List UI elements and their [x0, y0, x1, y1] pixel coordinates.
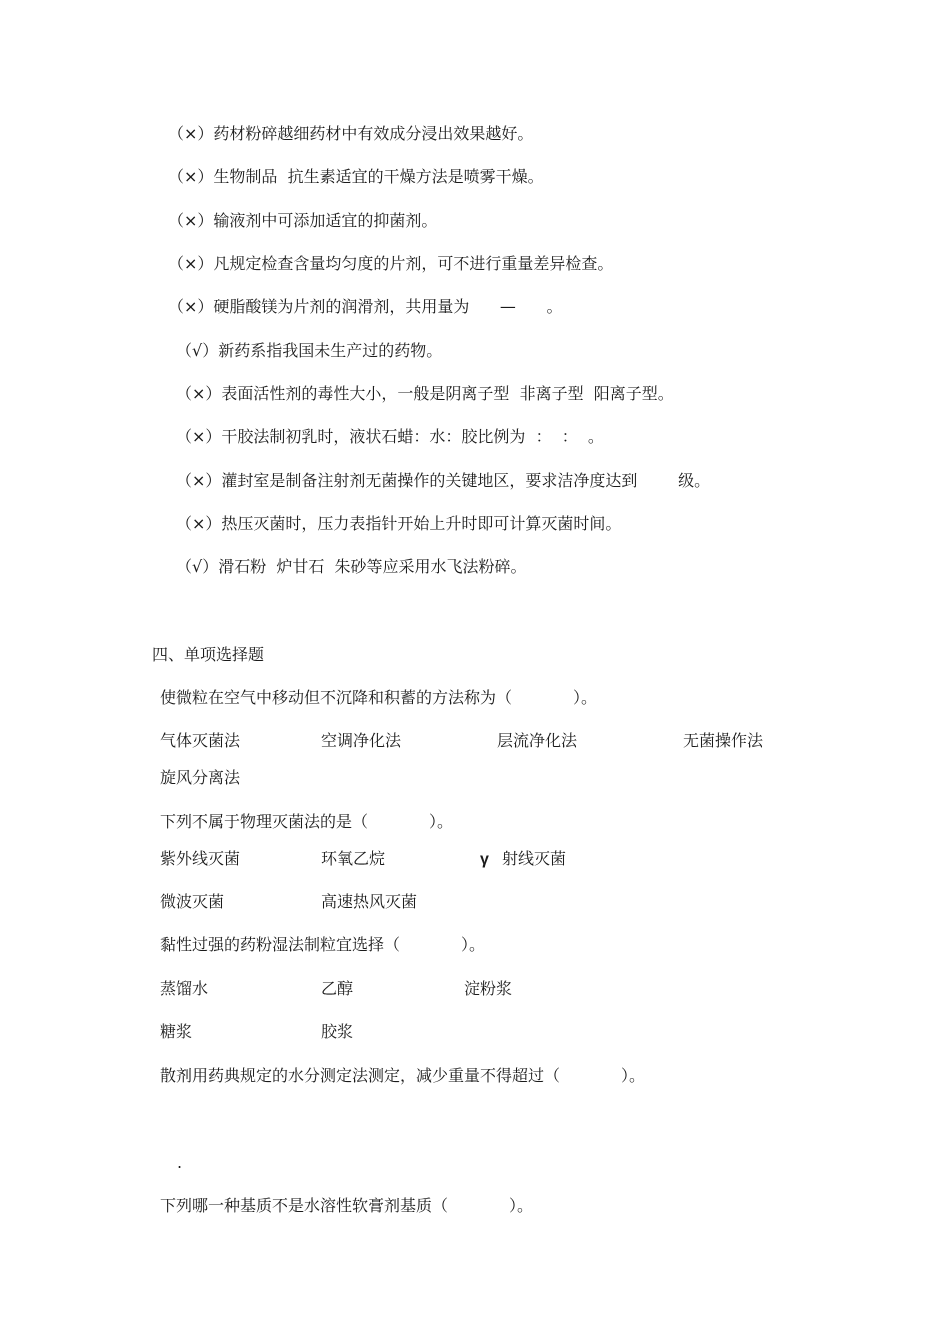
- question-stem: 散剂用药典规定的水分测定法测定，减少重量不得超过（ ）。: [160, 1066, 646, 1085]
- question-stem: 下列哪一种基质不是水溶性软膏剂基质（ ）。: [160, 1196, 534, 1215]
- section-heading: 四、单项选择题: [152, 645, 265, 664]
- option-d: 糖浆: [160, 1022, 193, 1041]
- option-e: 高速热风灭菌: [321, 892, 418, 911]
- judgment-item-4: （×）凡规定检查含量均匀度的片剂，可不进行重量差异检查。: [168, 254, 614, 273]
- option-a: 蒸馏水: [160, 979, 209, 998]
- gamma-symbol: γ: [480, 851, 489, 868]
- option-e: 旋风分离法: [160, 768, 241, 787]
- judgment-item-5: （×）硬脂酸镁为片剂的润滑剂，共用量为 — 。: [168, 297, 563, 316]
- stray-dot: .: [177, 1153, 183, 1172]
- question-stem: 使微粒在空气中移动但不沉降和积蓄的方法称为（ ）。: [160, 688, 598, 707]
- option-d: 无菌操作法: [683, 731, 764, 750]
- judgment-item-11: （√）滑石粉 炉甘石 朱砂等应采用水飞法粉碎。: [176, 557, 527, 576]
- option-e: 胶浆: [321, 1022, 354, 1041]
- option-c: 射线灭菌: [502, 849, 567, 868]
- judgment-item-8: （×）干胶法制初乳时，液状石蜡：水：胶比例为 ： ： 。: [176, 427, 604, 446]
- judgment-item-3: （×）输液剂中可添加适宜的抑菌剂。: [168, 211, 438, 230]
- judgment-item-2: （×）生物制品 抗生素适宜的干燥方法是喷雾干燥。: [168, 167, 544, 186]
- option-c: 淀粉浆: [464, 979, 513, 998]
- judgment-item-7: （×）表面活性剂的毒性大小，一般是阴离子型 非离子型 阳离子型。: [176, 384, 674, 403]
- option-b: 空调净化法: [321, 731, 402, 750]
- question-stem: 下列不属于物理灭菌法的是（ ）。: [160, 812, 454, 831]
- question-stem: 黏性过强的药粉湿法制粒宜选择（ ）。: [160, 935, 486, 954]
- option-a: 气体灭菌法: [160, 731, 241, 750]
- judgment-item-9: （×）灌封室是制备注射剂无菌操作的关键地区，要求洁净度达到 级。: [176, 471, 711, 490]
- option-b: 环氧乙烷: [321, 849, 386, 868]
- option-c: 层流净化法: [497, 731, 578, 750]
- option-b: 乙醇: [321, 979, 354, 998]
- option-d: 微波灭菌: [160, 892, 225, 911]
- judgment-item-10: （×）热压灭菌时，压力表指针开始上升时即可计算灭菌时间。: [176, 514, 622, 533]
- judgment-item-1: （×）药材粉碎越细药材中有效成分浸出效果越好。: [168, 124, 534, 143]
- option-a: 紫外线灭菌: [160, 849, 241, 868]
- judgment-item-6: （√）新药系指我国未生产过的药物。: [176, 341, 443, 360]
